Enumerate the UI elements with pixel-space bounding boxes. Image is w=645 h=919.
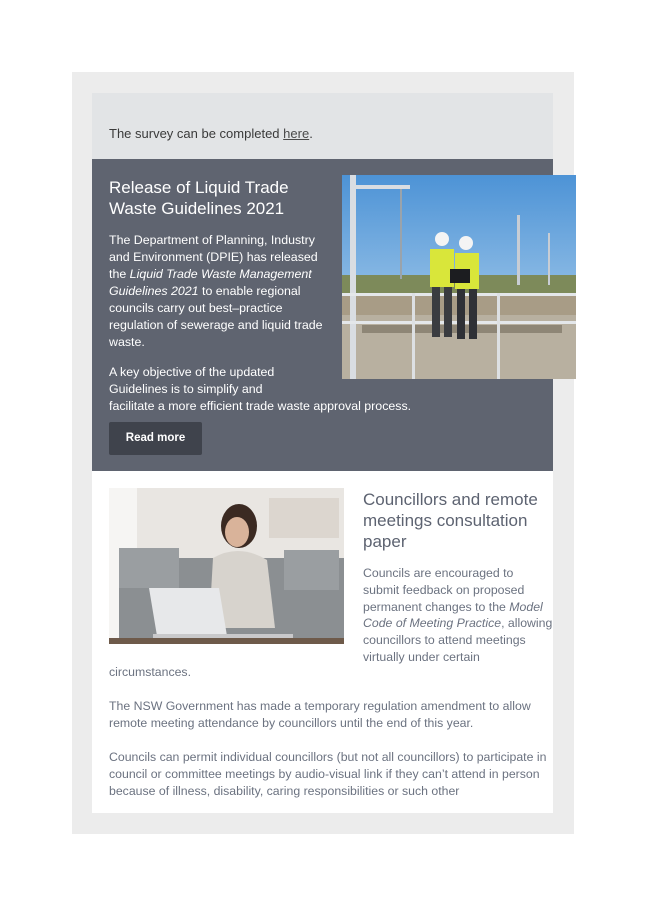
read-more-button[interactable]: Read more (109, 422, 202, 455)
trade-waste-paragraph-1: The Department of Planning, Industry and Environment (DPIE) has released the Liquid Trade Waste Management Guidelines 2021 to enable regional councils carry out best–practice regulation of sewerage and liquid trade waste. (109, 233, 323, 349)
survey-link[interactable]: here (283, 126, 310, 141)
wastewater-workers-photo (342, 175, 576, 379)
trade-waste-paragraph-2: A key objective of the updated Guidelines is to simplify and facilitate a more efficient trade waste approval process. (109, 365, 412, 413)
trade-waste-title: Release of Liquid Trade Waste Guidelines 2021 (109, 178, 289, 218)
remote-meetings-paragraph-3: Councils can permit individual councillors (but not all councillors) to participate in council or committee meetings by audio-visual link if they can’t attend in person because of illness, disability, caring responsibilities or such other (109, 750, 547, 798)
remote-meetings-paragraph-2: The NSW Government has made a temporary regulation amendment to allow remote meeting attendance by councillors until the end of this year. (109, 699, 531, 730)
woman-laptop-photo (109, 488, 344, 644)
survey-text: The survey can be completed here. (109, 126, 313, 141)
remote-meetings-title: Councillors and remote meetings consultation paper (363, 490, 538, 551)
survey-panel (92, 93, 553, 159)
remote-meetings-paragraph-1: Councils are encouraged to submit feedback on proposed permanent changes to the Model Code of Meeting Practice, allowing councillors to attend meetings virtually under certain (363, 566, 553, 664)
remote-meetings-paragraph-1-end: circumstances. (109, 665, 192, 679)
